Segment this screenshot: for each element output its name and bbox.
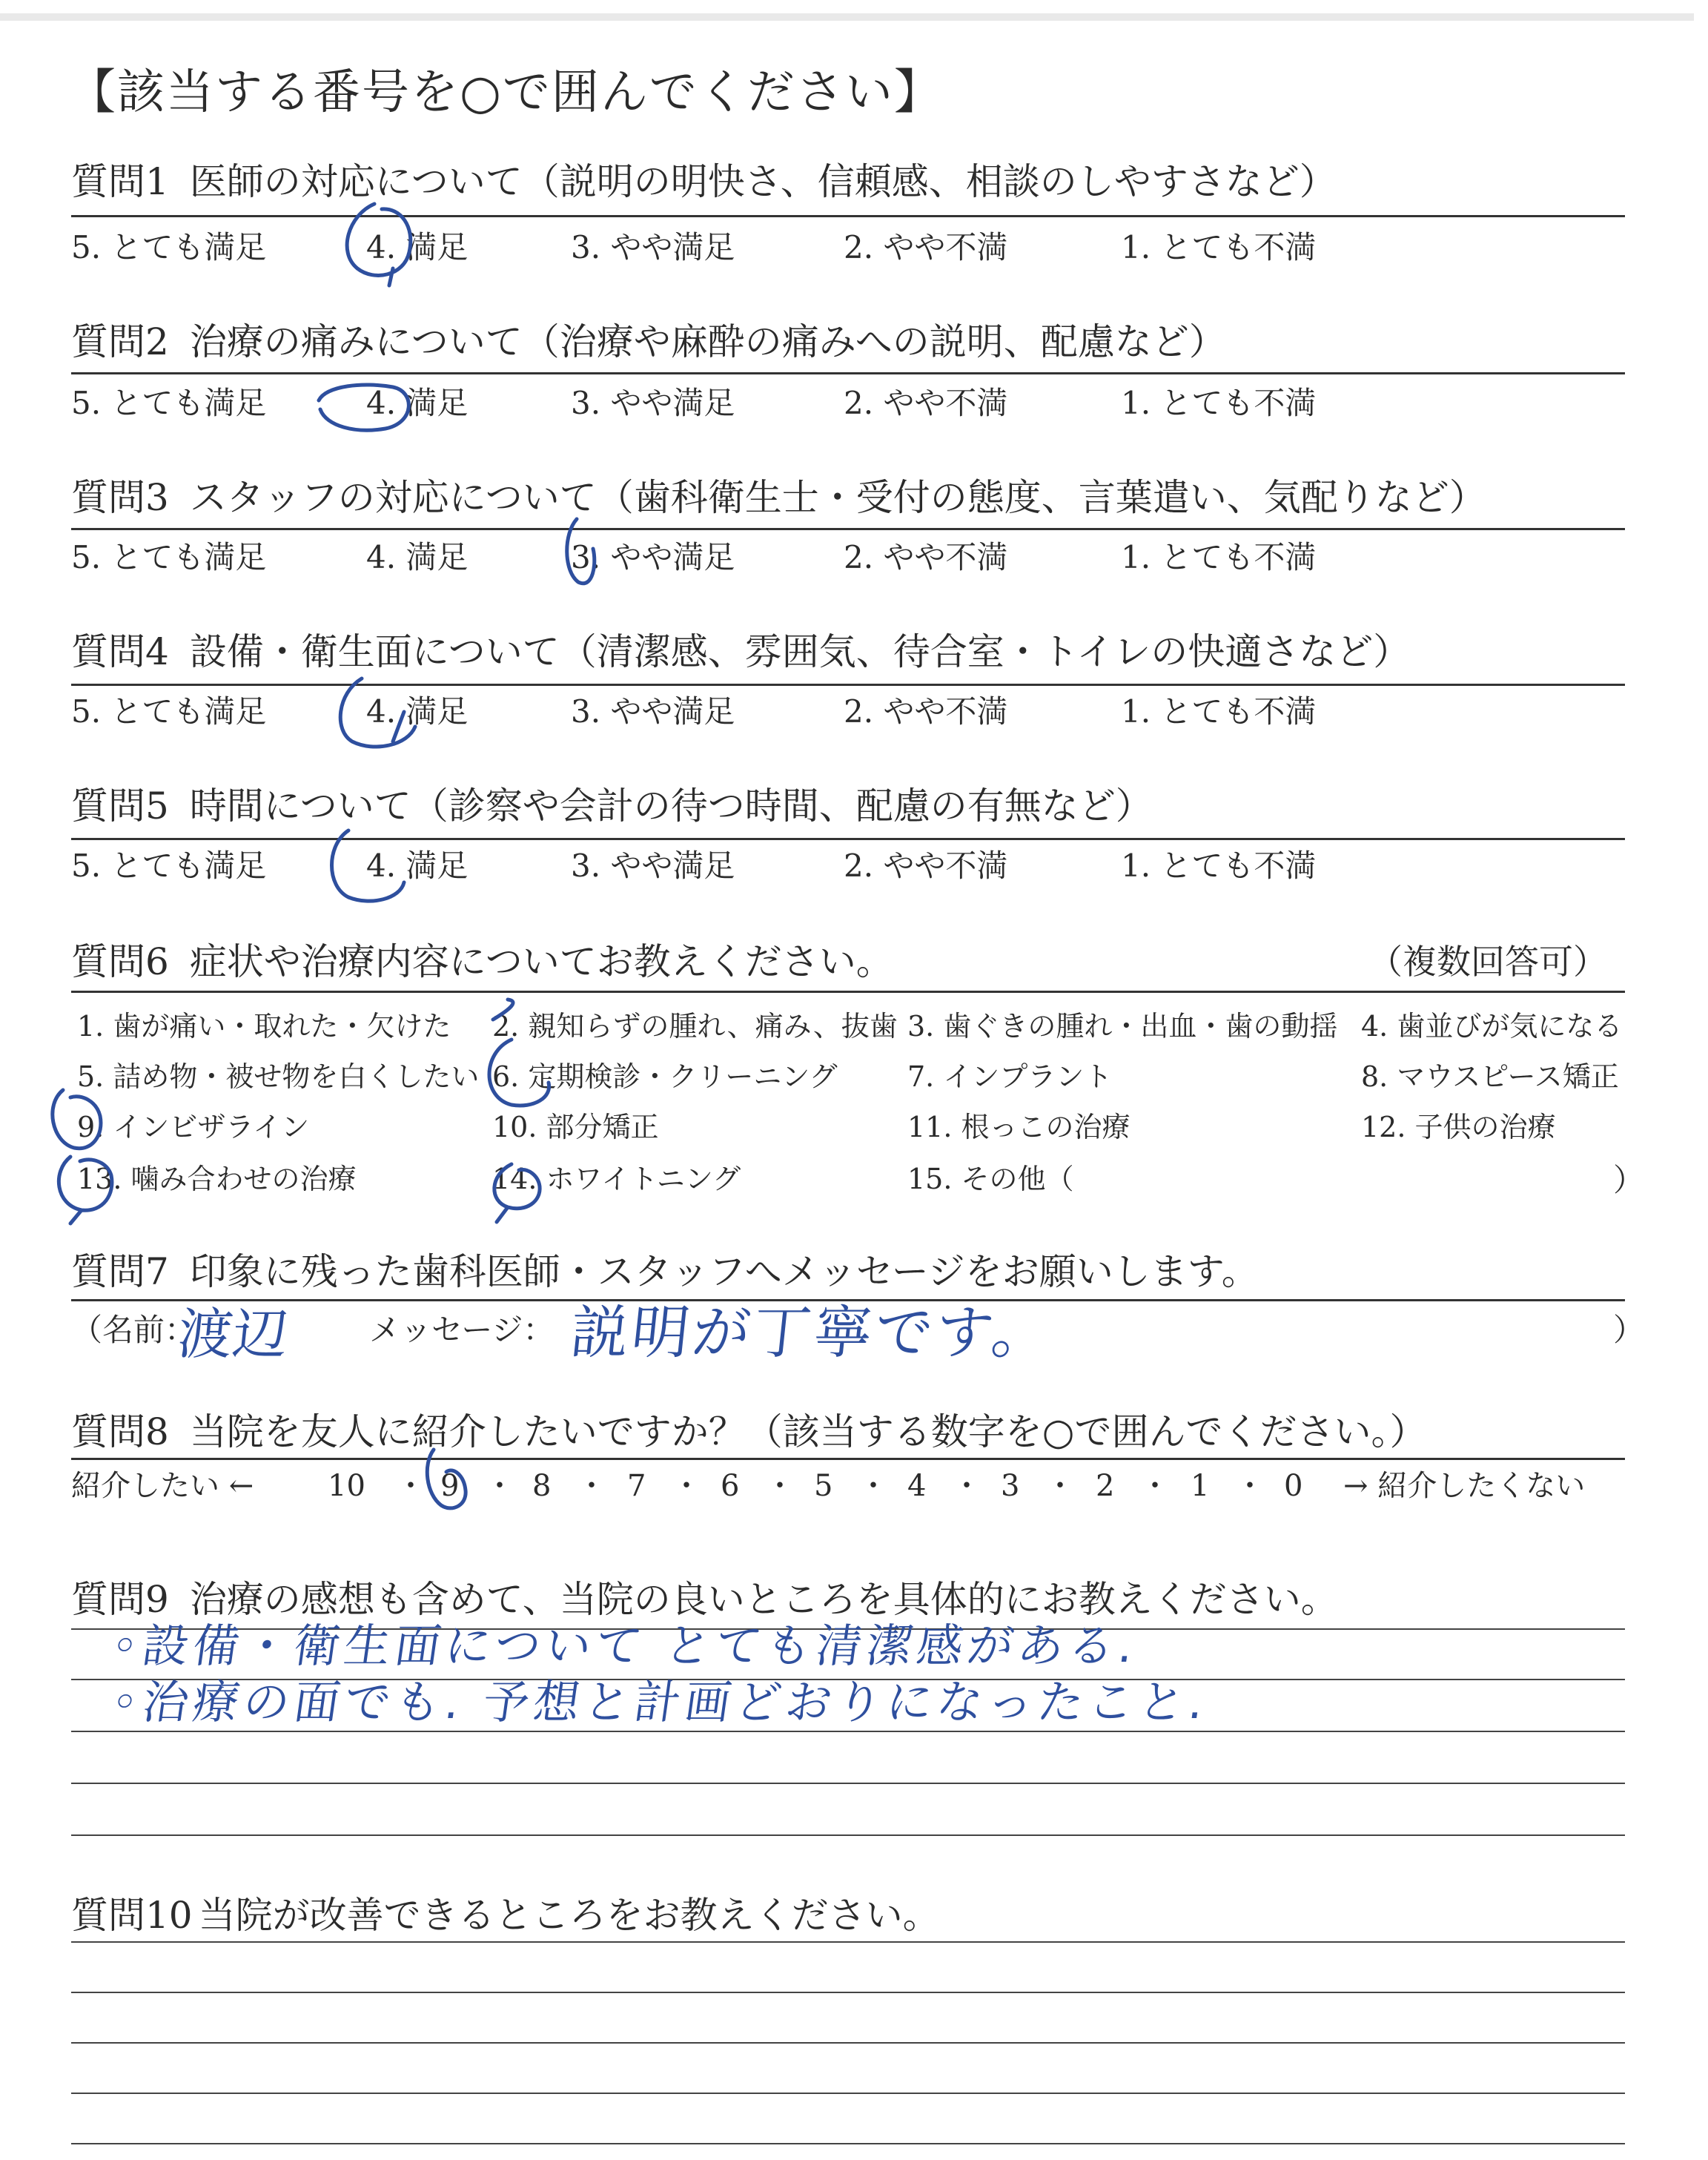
name-field[interactable]: 渡辺 xyxy=(174,1303,291,1367)
question-number: 質問10 xyxy=(71,1894,193,1937)
scale-dot: ・ xyxy=(396,1469,426,1503)
scale-0[interactable]: 0 xyxy=(1284,1469,1303,1503)
scale-dot: ・ xyxy=(952,1469,982,1503)
scale-dot: ・ xyxy=(1235,1469,1265,1503)
question-8 xyxy=(71,1407,1426,1456)
q4-option-3[interactable]: 3. やや満足 xyxy=(571,693,735,730)
q5-option-2[interactable]: 2. やや不満 xyxy=(844,848,1008,884)
question-number: 質問4 xyxy=(71,630,169,673)
scale-9[interactable]: 9 xyxy=(440,1469,460,1503)
q6-option-5[interactable]: 5. 詰め物・被せ物を白くしたい xyxy=(77,1060,480,1093)
question-4 xyxy=(71,627,1410,676)
question-1 xyxy=(71,157,1337,206)
multiple-answers-note: （複数回答可） xyxy=(1368,942,1607,982)
scan-top-edge xyxy=(0,13,1694,21)
question-6-rule xyxy=(71,991,1625,993)
q6-option-1[interactable]: 1. 歯が痛い・取れた・欠けた xyxy=(77,1010,451,1043)
answer-line xyxy=(71,1834,1625,1836)
q6-option-13[interactable]: 13. 噛み合わせの治療 xyxy=(77,1163,357,1195)
message-label: メッセージ： xyxy=(369,1312,555,1348)
scale-dot: ・ xyxy=(672,1469,701,1503)
question-number: 質問3 xyxy=(71,476,169,519)
question-5-rule xyxy=(71,838,1625,840)
not-recommend-label: → 紹介したくない xyxy=(1343,1469,1586,1503)
question-text: 時間について（診察や会計の待つ時間、配慮の有無など） xyxy=(189,785,1153,828)
q6-option-7[interactable]: 7. インプラント xyxy=(907,1060,1113,1093)
question-number: 質問8 xyxy=(71,1410,169,1453)
q2-option-1[interactable]: 1. とても不満 xyxy=(1121,385,1317,421)
scale-3[interactable]: 3 xyxy=(1001,1469,1020,1503)
q6-option-14[interactable]: 14. ホワイトニング xyxy=(492,1163,741,1195)
question-number: 質問2 xyxy=(71,320,169,363)
scale-7[interactable]: 7 xyxy=(627,1469,646,1503)
question-4-rule xyxy=(71,684,1625,686)
scale-6[interactable]: 6 xyxy=(721,1469,740,1503)
name-label: （名前： xyxy=(71,1312,196,1348)
q1-option-3[interactable]: 3. やや満足 xyxy=(571,229,735,265)
message-field[interactable]: 説明が丁寧です。 xyxy=(567,1300,1056,1367)
q6-option-2[interactable]: 2. 親知らずの腫れ、痛み、抜歯 xyxy=(492,1010,898,1043)
question-number: 質問7 xyxy=(71,1250,169,1293)
question-8-rule xyxy=(71,1458,1625,1460)
q5-option-3[interactable]: 3. やや満足 xyxy=(571,848,735,884)
q6-option-11[interactable]: 11. 根っこの治療 xyxy=(907,1111,1131,1143)
scale-2[interactable]: 2 xyxy=(1096,1469,1115,1503)
q4-option-2[interactable]: 2. やや不満 xyxy=(844,693,1008,730)
answer-line xyxy=(71,1941,1625,1943)
question-6 xyxy=(71,937,893,986)
question-text: 設備・衛生面について（清潔感、雰囲気、待合室・トイレの快適さなど） xyxy=(189,630,1411,673)
question-number: 質問1 xyxy=(71,160,169,203)
q6-option-12[interactable]: 12. 子供の治療 xyxy=(1361,1111,1556,1143)
question-2-rule xyxy=(71,372,1625,374)
answer-line xyxy=(71,2042,1625,2044)
q1-option-4[interactable]: 4. 満足 xyxy=(366,229,469,265)
answer-line xyxy=(71,2093,1625,2094)
q4-option-1[interactable]: 1. とても不満 xyxy=(1121,693,1317,730)
question-text: 治療の感想も含めて、当院の良いところを具体的にお教えください。 xyxy=(189,1578,1338,1621)
answer-line xyxy=(71,1992,1625,1993)
q6-option-10[interactable]: 10. 部分矯正 xyxy=(492,1111,659,1143)
q9-answer-line-1[interactable]: ◦設備・衛生面について とても清潔感がある. xyxy=(107,1619,1142,1673)
question-text: 当院が改善できるところをお教えください。 xyxy=(198,1894,940,1937)
q5-option-4[interactable]: 4. 満足 xyxy=(366,848,469,884)
answer-line xyxy=(71,1783,1625,1784)
question-text: スタッフの対応について（歯科衛生士・受付の態度、言葉遣い、気配りなど） xyxy=(189,476,1486,519)
question-3 xyxy=(71,473,1486,522)
question-5 xyxy=(71,782,1153,830)
question-2 xyxy=(71,317,1226,366)
question-text: 医師の対応について（説明の明快さ、信頼感、相談のしやすさなど） xyxy=(189,160,1337,203)
q3-option-1[interactable]: 1. とても不満 xyxy=(1121,539,1317,575)
scale-10[interactable]: 10 xyxy=(328,1469,365,1503)
question-text: 印象に残った歯科医師・スタッフへメッセージをお願いします。 xyxy=(189,1250,1259,1293)
scale-4[interactable]: 4 xyxy=(907,1469,927,1503)
scale-dot: ・ xyxy=(765,1469,795,1503)
q4-option-5[interactable]: 5. とても満足 xyxy=(71,693,267,730)
question-number: 質問9 xyxy=(71,1578,169,1621)
q6-option-3[interactable]: 3. 歯ぐきの腫れ・出血・歯の動揺 xyxy=(907,1010,1338,1043)
q5-option-5[interactable]: 5. とても満足 xyxy=(71,848,267,884)
q6-option-6[interactable]: 6. 定期検診・クリーニング xyxy=(492,1060,838,1093)
q6-option-15[interactable]: 15. その他（ xyxy=(907,1163,1074,1195)
scale-dot: ・ xyxy=(1140,1469,1170,1503)
scale-5[interactable]: 5 xyxy=(814,1469,833,1503)
q6-other-close-paren: ） xyxy=(1613,1162,1645,1198)
q2-option-2[interactable]: 2. やや不満 xyxy=(844,385,1008,421)
answer-line xyxy=(71,2143,1625,2144)
q3-option-3[interactable]: 3. やや満足 xyxy=(571,539,735,575)
q9-answer-line-2[interactable]: ◦治療の面でも. 予想と計画どおりになったこと. xyxy=(107,1675,1212,1729)
q3-option-4[interactable]: 4. 満足 xyxy=(366,539,469,575)
question-7 xyxy=(71,1247,1259,1296)
scale-dot: ・ xyxy=(485,1469,514,1503)
scale-dot: ・ xyxy=(577,1469,606,1503)
question-text: 当院を友人に紹介したいですか？（該当する数字を○で囲んでください。） xyxy=(189,1410,1427,1453)
q7-close-paren: ） xyxy=(1613,1312,1645,1348)
q6-option-4[interactable]: 4. 歯並びが気になる xyxy=(1361,1010,1623,1043)
recommend-label: 紹介したい ← xyxy=(71,1469,254,1503)
question-number: 質問5 xyxy=(71,785,169,828)
scale-dot: ・ xyxy=(858,1469,888,1503)
question-10 xyxy=(71,1891,940,1940)
question-3-rule xyxy=(71,528,1625,530)
q2-option-5[interactable]: 5. とても満足 xyxy=(71,385,267,421)
scale-dot: ・ xyxy=(1045,1469,1075,1503)
page-title: 【該当する番号を○で囲んでください】 xyxy=(68,65,943,120)
q2-option-4[interactable]: 4. 満足 xyxy=(366,385,469,421)
q1-option-2[interactable]: 2. やや不満 xyxy=(844,229,1008,265)
q2-option-3[interactable]: 3. やや満足 xyxy=(571,385,735,421)
q3-option-5[interactable]: 5. とても満足 xyxy=(71,539,267,575)
question-text: 治療の痛みについて（治療や麻酔の痛みへの説明、配慮など） xyxy=(189,320,1226,363)
q1-option-1[interactable]: 1. とても不満 xyxy=(1121,229,1317,265)
q4-option-4[interactable]: 4. 満足 xyxy=(366,693,469,730)
q6-option-9[interactable]: 9. インビザライン xyxy=(77,1111,310,1143)
question-1-rule xyxy=(71,215,1625,217)
q3-option-2[interactable]: 2. やや不満 xyxy=(844,539,1008,575)
q5-option-1[interactable]: 1. とても不満 xyxy=(1121,848,1317,884)
q1-option-5[interactable]: 5. とても満足 xyxy=(71,229,267,265)
scale-1[interactable]: 1 xyxy=(1191,1469,1210,1503)
q6-option-8[interactable]: 8. マウスピース矯正 xyxy=(1361,1060,1619,1093)
question-number: 質問6 xyxy=(71,940,169,983)
scale-8[interactable]: 8 xyxy=(532,1469,552,1503)
question-text: 症状や治療内容についてお教えください。 xyxy=(189,940,893,983)
